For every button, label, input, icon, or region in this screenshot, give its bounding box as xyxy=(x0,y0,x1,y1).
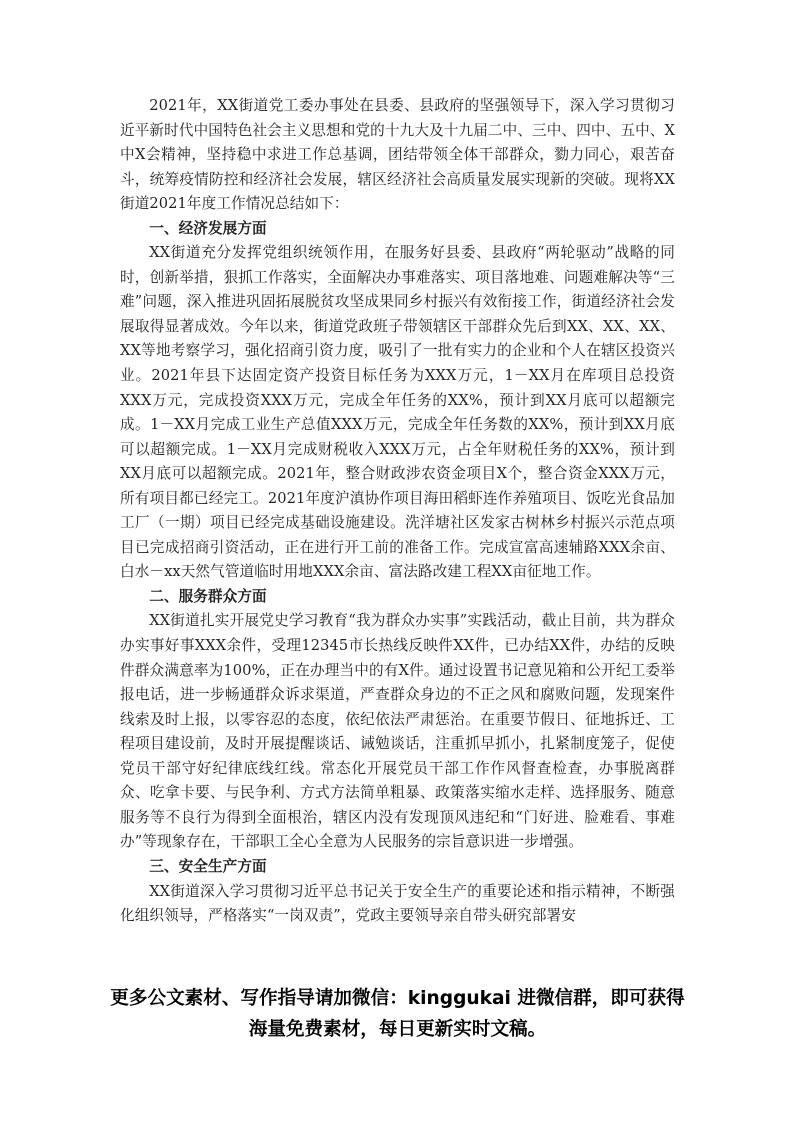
promo-footer xyxy=(100,983,695,1045)
section-heading-economy: 一、经济发展方面 xyxy=(149,219,267,237)
section-heading-safety: 三、安全生产方面 xyxy=(149,857,267,875)
promo-footer-line-2: 海量免费素材，每日更新实时文稿。 xyxy=(248,1019,547,1040)
section-body-service: XX街道扎实开展党史学习教育“我为群众办实事”实践活动，截止目前，共为群众办实事好事XXX余件，受理12345市长热线反映件XX件，已办结XX件，办结的反映件群众满意率为100%，正在办理当中的有X件。通过设置书记意见箱和公开纪工委举报电话，进一步畅通群众诉求渠道，严查群众身边的不正之风和腐败问题，发现案件线索及时上报，以零容忍的态度，依纪依法严肃惩治。在重要节假日、征地拆迁、工程项目建设前，及时开展提醒谈话、诫勉谈话，注重抓早抓小，扎紧制度笼子，促使党员干部守好纪律底线红线。常态化开展党员干部工作作风督查检查，办事脱离群众、吃拿卡要、与民争利、方式方法简单粗暴、政策落实缩水走样、选择服务、随意服务等不良行为得到全面根治，辖区内没有发现顶风违纪和“门好进、脸难看、事难办”等现象存在，干部职工全心全意为人民服务的宗旨意识进一步增强。 xyxy=(120,612,675,851)
section-body-economy: XX街道充分发挥党组织统领作用，在服务好县委、县政府“两轮驱动”战略的同时，创新举措，狠抓工作落实，全面解决办事难落实、项目落地难、问题难解决等“三难”问题，深入推进巩固拓展脱贫攻坚成果同乡村振兴有效衔接工作，街道经济社会发展取得显著成效。今年以来，街道党政班子带领辖区干部群众先后到XX、XX、XX、XX等地考察学习，强化招商引资力度，吸引了一批有实力的企业和个人在辖区投资兴业。2021年县下达固定资产投资目标任务为XXX万元，1－XX月在库项目总投资XXX万元，完成投资XXX万元，完成全年任务的XX%，预计到XX月底可以超额完成。1－XX月完成工业生产总值XXX万元，完成全年任务数的XX%，预计到XX月底可以超额完成。1－XX月完成财税收入XXX万元，占全年财税任务的XX%，预计到XX月底可以超额完成。2021年，整合财政涉农资金项目X个，整合资金XXX万元，所有项目都已经完工。2021年度沪滇协作项目海田稻虾连作养殖项目、饭吃光食品加工厂（一期）项目已经完成基础设施建设。洗洋塘社区发家古树林乡村振兴示范点项目已完成招商引资活动，正在进行开工前的准备工作。完成宣富高速辅路XXX余亩、白水－xx天然气管道临时用地XXX余亩、富法路改建工程XX亩征地工作。 xyxy=(120,244,675,581)
promo-footer-line-1: 更多公文素材、写作指导请加微信：kinggukai 进微信群，即可获得 xyxy=(110,988,685,1009)
section-body-safety: XX街道深入学习贯彻习近平总书记关于安全生产的重要论述和指示精神，不断强化组织领导，严格落实“一岗双责”，党政主要领导亲自带头研究部署安 xyxy=(120,882,675,925)
intro-paragraph: 2021年，XX街道党工委办事处在县委、县政府的坚强领导下，深入学习贯彻习近平新时代中国特色社会主义思想和党的十九大及十九届二中、三中、四中、五中、X中X会精神，坚持稳中求进工作总基调，团结带领全体干部群众，勠力同心，艰苦奋斗，统筹疫情防控和经济社会发展，辖区经济社会高质量发展实现新的突破。现将XX街道2021年度工作情况总结如下： xyxy=(120,97,675,213)
section-heading-service: 二、服务群众方面 xyxy=(149,587,267,605)
document-body xyxy=(120,94,675,929)
